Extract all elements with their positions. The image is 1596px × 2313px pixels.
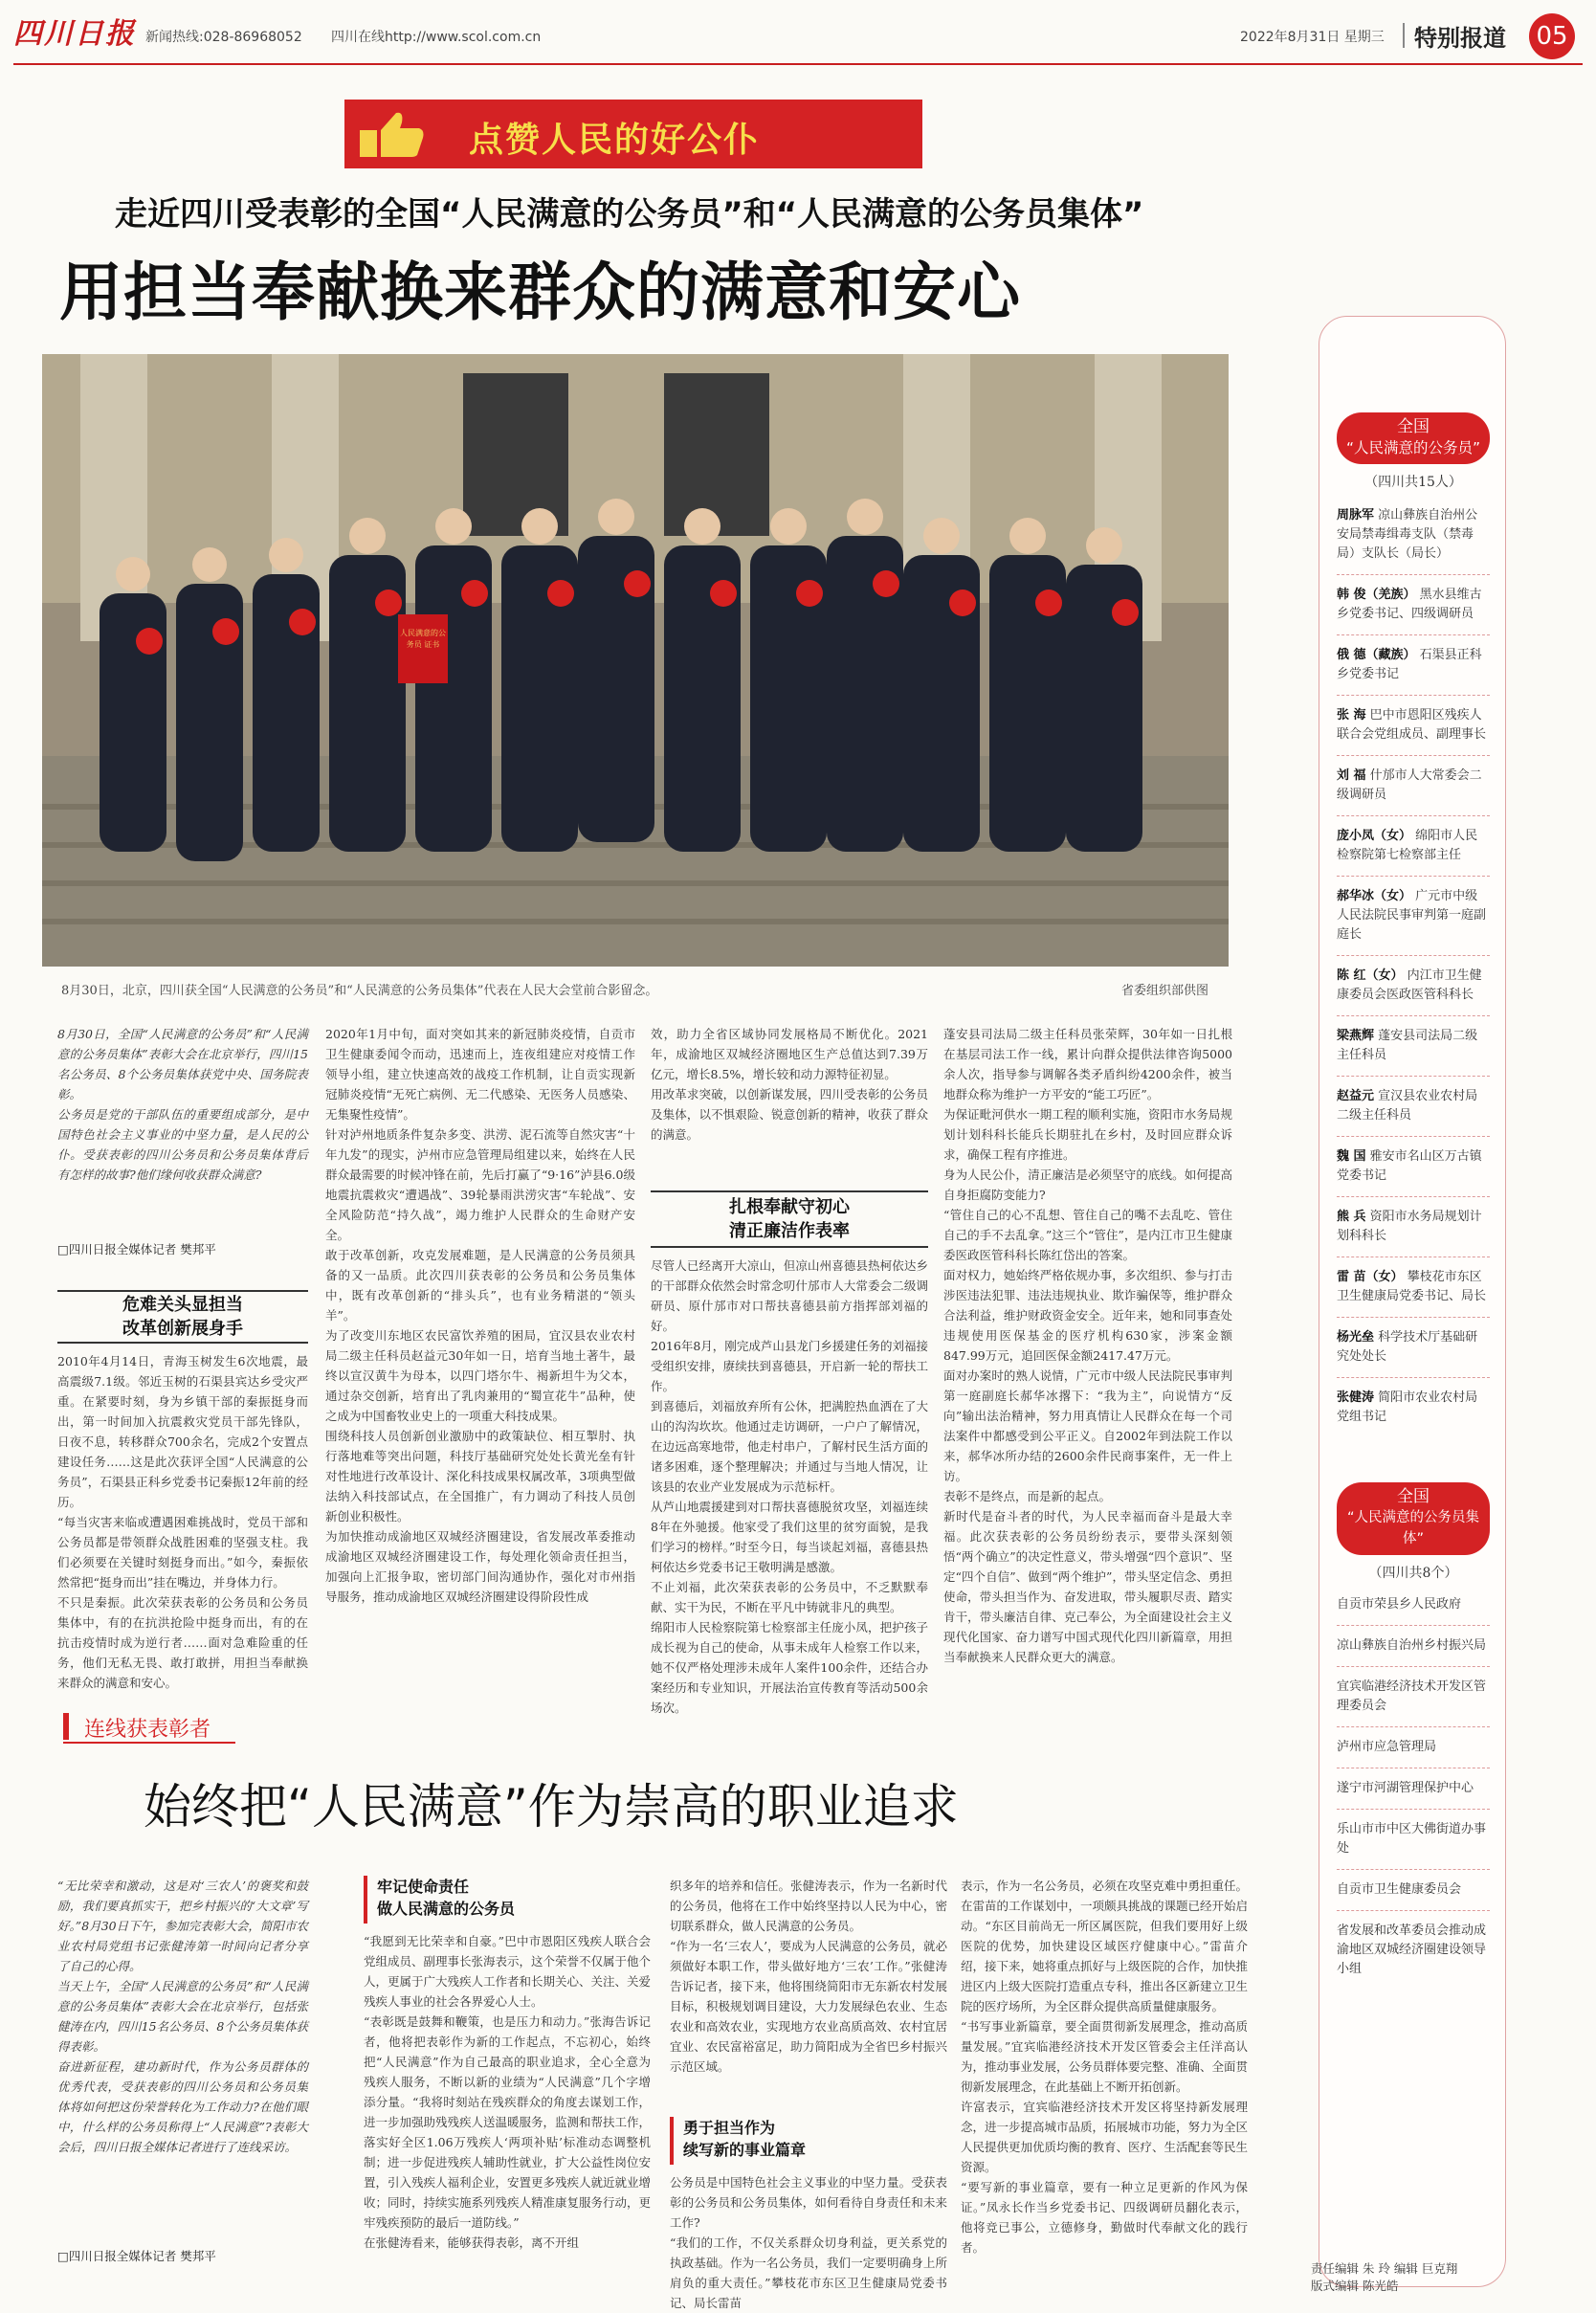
article2-headline: 始终把“人民满意”作为崇高的职业追求	[144, 1779, 959, 1835]
article1-column-2: 2020年1月中旬，面对突如其来的新冠肺炎疫情，自贡市卫生健康委闻令而动，迅速而上，连夜组建应对疫情工作领导小组，建立快速高效的战疫工作机制，让自贡实现新冠肺炎疫情“无死亡病例、无二代感染、无医务人员感染、无集聚性疫情”。 针对泸州地质条件复杂多变、洪涝、泥石流等自然灾害“十年九发”的现实，泸州市应急管理局组建以来，始终在人民群众最需要的时候冲锋在前，先后打赢了“9·16”泸县6.0级地震抗震救灾“遭遇战”、39轮暴雨洪涝灾害“车轮战”、安全风险防范“持久战”，竭力维护人民群众的生命财产安全。 敢于改革创新，攻克发展难题，是人民满意的公务员须具备的又一品质。此次四川获表彰的公务员和公务员集体中，既有改革创新的“排头兵”，也有业务精湛的“领头羊”。 为了改变川东地区农民富饮养殖的困局，宜汉县农业农村局二级主任科员赵益元30年如一日，培育当地土著牛，最终以宣汉黄牛为母本，以四门塔尔牛、褐新坦牛为父本，通过杂交创新，培育出了乳肉兼用的“蜀宣花牛”品种，使之成为中国畜牧业史上的一项重大科技成果。 围绕科技人员创新创业激励中的政策缺位、相互掣肘、执行落地难等突出问题，科技厅基础研究处处长黄光垒有针对性地进行改革设计、深化科技成果权属改革，3项典型做法纳入科技部试点，在全国推广，有力调动了科技人员创新创业积极性。 为加快推动成渝地区双城经济圈建设，省发展改革委推动成渝地区双城经济圈建设工作，每处理化领命责任担当，加强向上汇报争取，密切部门间沟通协作，强化对市州指导服务，推动成渝地区双城经济圈建设得阶段性成	[325, 1027, 635, 1604]
article1-byline: □四川日报全媒体记者 樊邦平	[57, 1242, 216, 1257]
sidebar-separator	[1337, 1809, 1490, 1810]
sidebar-separator	[1337, 695, 1490, 696]
sidebar-title-1-top: 全国	[1397, 417, 1430, 436]
honoree-position: 科学技术厅基础研究处处长	[1337, 1330, 1478, 1364]
article1-column-3a: 效，助力全省区域协同发展格局不断优化。2021年，成渝地区双城经济圈地区生产总值达到7.39万亿元，增长8.5%，增长较和动力源特征初显。 用改革求突破，以创新谋发展，四川受表彰的公务员及集体，以不惧艰险、锐意创新的精神，收获了群众的满意。	[651, 1027, 928, 1142]
honoree-name: 雷 苗（女）	[1337, 1270, 1404, 1284]
article2-subheading-2: 勇于担当作为 续写新的事业篇章	[683, 2119, 807, 2159]
honoree-position: 巴中市恩阳区残疾人联合会党组成员、副理事长	[1337, 708, 1487, 742]
honoree-name: 杨光垒	[1337, 1330, 1375, 1345]
sidebar-separator	[1337, 1015, 1490, 1016]
article2-sub2-box	[670, 2117, 947, 2165]
sidebar-separator	[1337, 574, 1490, 575]
honoree-position: 绵阳市人民检察院第七检察部主任	[1337, 829, 1478, 862]
honoree-name: 魏 国	[1337, 1149, 1366, 1164]
masthead	[0, 0, 1596, 77]
honoree-position: 攀枝花市东区卫生健康局党委书记、局长	[1337, 1270, 1487, 1303]
honoree-entry	[1337, 1027, 1490, 1065]
sidebar-count-1: （四川共15人）	[1364, 475, 1462, 490]
certificate-text: 人民满意的公务员 证书	[400, 629, 446, 649]
sidebar-title-2-main: “人民满意的公务员集体”	[1346, 1510, 1479, 1546]
honoree-name: 张健涛	[1337, 1390, 1375, 1405]
sidebar-count-2: （四川共8个）	[1368, 1566, 1458, 1581]
honoree-position: 资阳市水务局规划计划科科长	[1337, 1210, 1482, 1243]
article2-column-3b: 公务员是中国特色社会主义事业的中坚力量。受获表彰的公务员和公务员集体，如何看待自身责任和未来工作? “我们的工作，不仅关系群众切身利益，更关系党的执政基础。作为一名公务员，我们一定要明确身上所肩负的重大责任。”攀枝花市东区卫生健康局党委书记、局长雷苗	[670, 2175, 947, 2310]
honoree-entry	[1337, 1328, 1490, 1367]
article1-intro-column	[57, 1024, 308, 1292]
honoree-entry	[1337, 1147, 1490, 1186]
honoree-position: 简阳市农业农村局党组书记	[1337, 1390, 1478, 1424]
news-hotline: 新闻热线:028-86968052	[145, 30, 302, 45]
honoree-entry	[1337, 506, 1490, 564]
article2-tag	[63, 1709, 235, 1744]
honoree-entry	[1337, 1268, 1490, 1306]
honoree-entry	[1337, 706, 1490, 745]
sidebar-separator	[1337, 815, 1490, 816]
honoree-position: 内江市卫生健康委员会医政医管科科长	[1337, 968, 1482, 1002]
honoree-position: 宣汉县农业农村局二级主任科员	[1337, 1089, 1478, 1123]
newspaper-logo: 四川日报	[13, 17, 136, 51]
honoree-sidebar	[1319, 316, 1506, 2287]
honoree-entry	[1337, 1208, 1490, 1246]
photo-credit: 省委组织部供图	[1121, 984, 1209, 998]
article2-column-4: 表示，作为一名公务员，必须在攻坚克难中勇担重任。 在雷苗的工作谋划中，一项颇具挑战的课题已经开始启动。“东区目前尚无一所区属医院，但我们要用好上级医院的优势，加快建设区域医疗健康中心。”雷苗介绍，接下来，她将重点抓好与上级医院的合作，加快推进区内上级大医院打造重点专科，推出各区新建立卫生院的医疗场所，为全区群众提供高质量健康服务。 “书写事业新篇章，要全面贯彻新发展理念，推动高质量发展。”宜宾临港经济技术开发区管委会主任洋高认为，推动事业发展，公务员群体要完整、准确、全面贯彻新发展理念，在此基础上不断开拓创新。 许富表示，宜宾临港经济技术开发区将坚持新发展理念，进一步提高城市品质，拓展城市功能，努力为全区人民提供更加优质均衡的教育、医疗、生活配套等民生资源。 “要写新的事业篇章，要有一种立足更新的作风为保证。”凤永长作当乡党委书记、四级调研员翻化表示，他将竞已事公，立德修身，勤做时代奉献文化的践行者。	[961, 1879, 1249, 2255]
article1-sub1-box	[57, 1290, 308, 1344]
article2-byline: □四川日报全媒体记者 樊邦平	[57, 2249, 216, 2263]
sidebar-separator	[1337, 1377, 1490, 1378]
article-headline: 用担当奉献换来群众的满意和安心	[59, 256, 1021, 329]
honoree-name: 赵益元	[1337, 1089, 1375, 1103]
honoree-name: 郝华冰（女）	[1337, 889, 1412, 903]
issue-date: 2022年8月31日 星期三	[1240, 30, 1385, 45]
article1-column-3b: 尽管人已经离开大凉山，但凉山州喜德县热柯依达乡的干部群众依然会时常念叨什邡市人大常委会二级调研员、原什邡市对口帮扶喜德县前方指挥部刘福的好。 2016年8月，刚完成芦山县龙门乡援建任务的刘福接受组织安排，赓续扶到喜德县，开启新一轮的帮扶工作。 到喜德后，刘福放弃所有公休，把满腔热血洒在了大山的沟沟坎坎。他通过走访调研，一户户了解情况，在边远高寒地带，他走村串户，了解村民生活方面的诸多困难，逐个整理解决；并通过与当地人情况，让该县的农业产业发展成为示范标杆。 从芦山地震援建到对口帮扶喜德脱贫攻坚，刘福连续8年在外驰援。他家受了我们这里的贫穷面貌，是我们学习的榜样。”时至今日，每当谈起刘福，喜德县热柯依达乡党委书记王敬明满是感激。 不止刘福，此次荣获表彰的公务员中，不乏默默奉献、实干为民，不断在平凡中铸就非凡的典型。 绵阳市人民检察院第七检察部主任庞小凤，把护孩子成长视为自己的使命，从事未成年人检察工作以来，她不仅严格处理涉未成年人案件100余件，还结合办案经历和专业知识，开展法治宣传教育等活动500余场次。	[651, 1258, 928, 1715]
honored-unit: 凉山彝族自治州乡村振兴局	[1337, 1638, 1487, 1653]
honoree-name: 梁燕辉	[1337, 1029, 1375, 1043]
article1-column-1: 2010年4月14日，青海玉树发生6次地震，最高震级7.1级。邻近玉树的石渠县宾达乡受灾严重。在紧要时刻，身为乡镇干部的秦振挺身而出，第一时间加入抗震救灾党员干部先锋队，日夜不息，转移群众700余名，完成2个安置点建设任务……这是此次获评全国“人民满意的公务员”，石渠县正科乡党委书记秦振12年前的经历。 “每当灾害来临或遭遇困难挑战时，党员干部和公务员都是带领群众战胜困难的坚强支柱。我们必须要在关键时刻挺身而出。”如今，秦振依然常把“挺身而出”挂在嘴边，并身体力行。 不只是秦振。此次荣获表彰的公务员和公务员集体中，有的在抗洪抢险中挺身而出，有的在抗击疫情时成为逆行者……面对急难险重的任务，他们无私无畏、敢打敢拼，用担当奉献换来群众的满意和安心。	[57, 1354, 308, 1690]
honored-unit: 遂宁市河湖管理保护中心	[1337, 1781, 1474, 1795]
sidebar-separator	[1337, 634, 1490, 635]
article2-intro: “无比荣幸和激动，这是对‘三农人’的褒奖和鼓励，我们要真抓实干，把乡村振兴的‘大文章’写好。”8月30日下午，参加完表彰大会，简阳市农业农村局党组书记张健涛第一时间向记者分享了自己的心得。 当天上午，全国“人民满意的公务员”和“人民满意的公务员集体”表彰大会在北京举行，包括张健涛在内，四川15名公务员、8个公务员集体获得表彰。 奋进新征程，建功新时代，作为公务员群体的优秀代表，受获表彰的四川公务员和公务员集体将如何把这份荣誉转化为工作动力?在他们眼中，什么样的公务员称得上“人民满意”?表彰大会后，四川日报全媒体记者进行了连线采访。	[57, 1879, 308, 2154]
article2-subheading-1: 牢记使命责任 做人民满意的公务员	[377, 1878, 516, 1918]
honoree-name: 陈 红（女）	[1337, 968, 1404, 983]
honoree-name: 张 海	[1337, 708, 1366, 723]
honoree-position: 凉山彝族自治州公安局禁毒缉毒支队（禁毒局）支队长（局长）	[1337, 508, 1478, 561]
sidebar-title-1	[1337, 412, 1490, 464]
sidebar-separator	[1337, 1076, 1490, 1077]
photo-caption: 8月30日，北京，四川获全国“人民满意的公务员”和“人民满意的公务员集体”代表在人民大会堂前合影留念。	[61, 984, 658, 998]
honoree-position: 雅安市名山区万古镇党委书记	[1337, 1149, 1482, 1183]
sidebar-separator	[1337, 1666, 1490, 1667]
sidebar-separator	[1337, 1726, 1490, 1727]
honoree-name: 俄 德（藏族）	[1337, 648, 1416, 662]
header-divider	[1403, 23, 1405, 48]
sidebar-separator	[1337, 876, 1490, 877]
honoree-position: 黑水县维古乡党委书记、四级调研员	[1337, 588, 1482, 621]
honored-unit: 宜宾临港经济技术开发区管理委员会	[1337, 1679, 1487, 1713]
article1-sub2-box	[651, 1190, 928, 1248]
banner-title: 点赞人民的好公仆	[469, 121, 761, 160]
honoree-name: 周脉军	[1337, 508, 1375, 523]
article1-column-4: 蓬安县司法局二级主任科员张荣辉，30年如一日扎根在基层司法工作一线，累计向群众提供法律咨询5000余人次，指导参与调解各类矛盾纠纷4200余件，被当地群众称为维护一方平安的“能工巧匠”。 为保证毗河供水一期工程的顺利实施，资阳市水务局规划计划科科长能兵长期驻扎在乡村，及时回应群众诉求，确保工程有序推进。 身为人民公仆，清正廉洁是必须坚守的底线。如何提高自身拒腐防变能力? “管住自己的心不乱想、管住自己的嘴不去乱吃、管住自己的手不去乱拿。”这三个“管住”，是内江市卫生健康委医政医管科科长陈红岱出的答案。 面对权力，她始终严格依规办事，多次组织、参与打击涉医违法犯罪、违法违规执业、欺诈骗保等，维护群众合法利益，维护财政资金安全。近年来，她和同事查处违规使用医保基金的医疗机构630家，涉案金额847.99万元，追回医保金额2417.47万元。 面对办案时的熟人说情，广元市中级人民法院民事审判第一庭副庭长郝华冰撂下：“我为主”，向说情方“反向”输出法治精神，努力用真情让人民群众在每一个司法案件中都感受到公平正义。自2002年到法院工作以来，郝华冰所办结的2600余件民商事案件，无一件上访。 表彰不是终点，而是新的起点。 新时代是奋斗者的时代，为人民幸福而奋斗是最大幸福。此次获表彰的公务员纷纷表示，要带头深刻领悟“两个确立”的决定性意义，带头增强“四个意识”、坚定“四个自信”、做到“两个维护”，带头坚定信念、勇担使命，带头担当作为、奋发进取，带头履职尽责、踏实肯干，带头廉洁自律、克己奉公，为全面建设社会主义现代化国家、奋力谱写中国式现代化四川新篇章，用担当奉献换来人民群众更大的满意。	[943, 1027, 1232, 1664]
article2-column-2: “我愿到无比荣幸和自豪。”巴中市恩阳区残疾人联合会党组成员、副理事长张海表示，这个荣誉不仅属于他个人，更属于广大残疾人工作者和长期关心、关注、关爱残疾人事业的社会各界爱心人士。 “表彰既是鼓舞和鞭策，也是压力和动力。”张海告诉记者，他将把表彰作为新的工作起点，不忘初心，始终把“人民满意”作为自己最高的职业追求，全心全意为残疾人服务，不断以新的业绩为“人民满意”几个字增添分量。“我将时刻站在残疾群众的角度去谋划工作，进一步加强助残残疾人送温暖服务，监测和帮扶工作，落实好全区1.06万残疾人‘两项补贴’标准动态调整机制；进一步促进残疾人辅助性就业，扩大公益性岗位安置，引入残疾人福利企业，安置更多残疾人就近就业增收；同时，持续实施系列残疾人精准康复服务行动，更牢残疾预防的最后一道防线。” 在张健涛看来，能够获得表彰，离不开组	[364, 1934, 652, 2250]
sidebar-separator	[1337, 1869, 1490, 1870]
sidebar-separator	[1337, 1625, 1490, 1626]
honoree-entry	[1337, 646, 1490, 684]
header-rule	[13, 63, 1583, 65]
section-banner	[344, 100, 922, 168]
honoree-entry	[1337, 767, 1490, 805]
footer-editors: 责任编辑 朱 玲 编辑 巨克翔 版式编辑 陈光皓	[1311, 2261, 1458, 2293]
honoree-position: 石渠县正科乡党委书记	[1337, 648, 1482, 681]
honoree-name: 熊 兵	[1337, 1210, 1366, 1224]
honoree-entry	[1337, 887, 1490, 945]
honoree-entry	[1337, 1087, 1490, 1125]
person-list	[1337, 506, 1490, 1427]
sidebar-separator	[1337, 1136, 1490, 1137]
sidebar-separator	[1337, 955, 1490, 956]
unit-list	[1337, 1595, 1490, 1979]
article1-intro: 8月30日，全国“人民满意的公务员”和“人民满意的公务员集体”表彰大会在北京举行，四川15名公务员、8个公务员集体获党中央、国务院表彰。 公务员是党的干部队伍的重要组成部分，是中国特色社会主义事业的中坚力量，是人民的公仆。受获表彰的四川公务员和公务员集体背后有怎样的故事?他们缘何收获群众满意?	[57, 1027, 308, 1182]
honoree-entry	[1337, 1389, 1490, 1427]
honoree-entry	[1337, 967, 1490, 1005]
sidebar-separator	[1337, 1910, 1490, 1911]
honoree-entry	[1337, 586, 1490, 624]
honored-unit: 省发展和改革委员会推动成渝地区双城经济圈建设领导小组	[1337, 1924, 1487, 1976]
article2-column-3a: 织多年的培养和信任。张健涛表示，作为一名新时代的公务员，他将在工作中始终坚持以人民为中心，密切联系群众，做人民满意的公务员。 “作为一名‘三农人’，要成为人民满意的公务员，就必须做好本职工作，带头做好地方‘三农’工作。”张健涛告诉记者，接下来，他将围绕简阳市无东新农村发展目标，积极规划调目建设，大力发展绿色农业、生态农业和高效农业，实现地方农业高质高效、农村宜居宜业、农民富裕富足，助力简阳成为全省巴乡村振兴示范区域。	[670, 1879, 947, 2074]
honoree-name: 刘 福	[1337, 768, 1366, 783]
honoree-name: 韩 俊（羌族）	[1337, 588, 1416, 602]
honored-unit: 自贡市荣县乡人民政府	[1337, 1597, 1462, 1612]
article2-sub1-box	[364, 1876, 641, 1924]
website: 四川在线http://www.scol.com.cn	[331, 30, 542, 45]
sidebar-separator	[1337, 1317, 1490, 1318]
honoree-name: 庞小凤（女）	[1337, 829, 1412, 843]
article1-subheading-2: 扎根奉献守初心 清正廉洁作表率	[729, 1197, 850, 1241]
tag-marker	[63, 1713, 69, 1740]
sidebar-title-1-main: “人民满意的公务员”	[1345, 439, 1481, 456]
thumbs-up-icon	[358, 109, 425, 159]
honoree-position: 蓬安县司法局二级主任科员	[1337, 1029, 1478, 1062]
honored-unit: 泸州市应急管理局	[1337, 1740, 1437, 1754]
honoree-position: 什邡市人大常委会二级调研员	[1337, 768, 1482, 802]
honored-unit: 乐山市市中区大佛街道办事处	[1337, 1822, 1487, 1856]
sidebar-title-2	[1337, 1482, 1490, 1555]
sidebar-separator	[1337, 1196, 1490, 1197]
sidebar-title-2-top: 全国	[1397, 1487, 1430, 1506]
honoree-entry	[1337, 827, 1490, 865]
page-number: 05	[1529, 13, 1575, 59]
article-kicker: 走近四川受表彰的全国“人民满意的公务员”和“人民满意的公务员集体”	[115, 195, 1144, 234]
section-name: 特别报道	[1414, 25, 1506, 52]
article2-tag-label: 连线获表彰者	[84, 1718, 211, 1742]
group-photo	[42, 354, 1229, 967]
sidebar-separator	[1337, 755, 1490, 756]
article2-intro-column	[57, 1876, 308, 2297]
honoree-position: 广元市中级人民法院民事审判第一庭副庭长	[1337, 889, 1487, 942]
honored-unit: 自贡市卫生健康委员会	[1337, 1882, 1462, 1897]
article1-subheading-1: 危难关头显担当 改革创新展身手	[122, 1295, 243, 1339]
